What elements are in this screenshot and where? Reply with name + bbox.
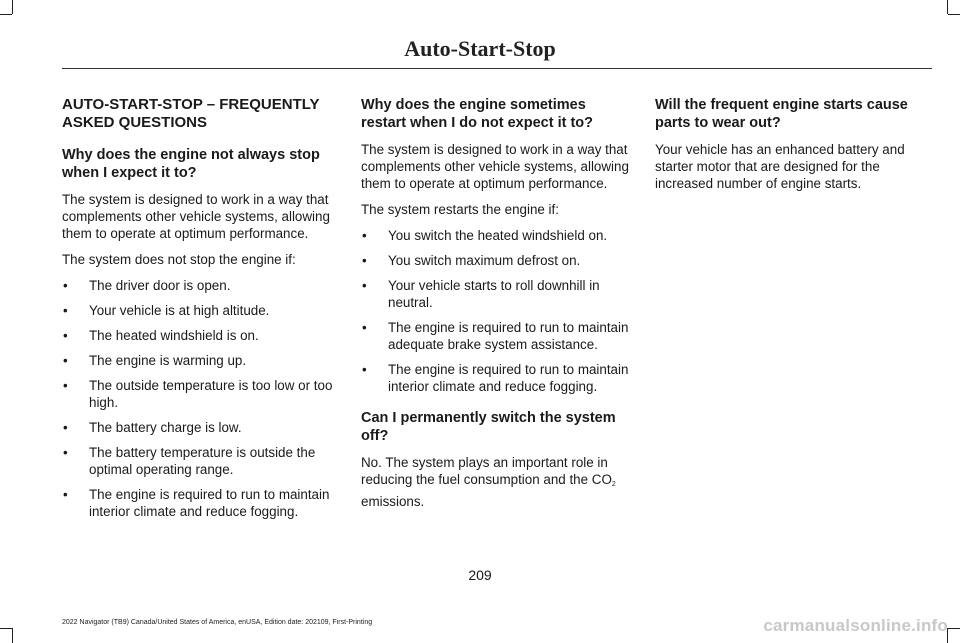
list-item: • You switch the heated windshield on. [361,227,633,244]
column-1 [62,96,334,534]
paragraph: The system is designed to work in a way that complements other vehicle systems, allowing them to operate at optimum performance. [62,192,330,241]
list-item: • You switch maximum defrost on. [361,252,633,269]
page-number: 209 [468,567,492,583]
question-heading: Will the frequent engine starts cause parts to wear out? [655,97,908,131]
bullet-list [361,227,633,395]
paragraph: Your vehicle has an enhanced battery and starter motor that are designed for the increased number of engine starts. [655,142,905,191]
paragraph-text: No. The system plays an important role in reducing the fuel consumption and the CO [361,455,612,487]
header-divider [62,68,932,69]
question-heading: Why does the engine sometimes restart when I do not expect it to? [361,97,594,131]
crop-mark [0,628,12,629]
subscript: 2 [611,481,616,488]
bullet-list [62,277,334,520]
paragraph: The system is designed to work in a way that complements other vehicle systems, allowing them to operate at optimum performance. [361,142,629,191]
section-heading: AUTO-START-STOP – FREQUENTLY ASKED QUESTIONS [62,96,320,131]
column-3 [655,96,927,201]
list-item: • Your vehicle is at high altitude. [62,302,334,319]
crop-mark [12,628,13,643]
question-heading: Can I permanently switch the system off? [361,410,616,444]
list-item: • The engine is required to run to maintain interior climate and reduce fogging. [361,361,633,395]
list-item: • The battery charge is low. [62,419,334,436]
paragraph: The system restarts the engine if: [361,202,559,217]
crop-mark [0,14,12,15]
crop-mark [12,0,13,14]
list-item: • The outside temperature is too low or too high. [62,377,334,411]
list-item: • Your vehicle starts to roll downhill in neutral. [361,277,633,311]
list-item: • The heated windshield is on. [62,327,334,344]
question-heading: Why does the engine not always stop when I expect it to? [62,147,320,181]
list-item: • The battery temperature is outside the optimal operating range. [62,444,334,478]
footer-edition-text: 2022 Navigator (TB9) Canada/United States of America, enUSA, Edition date: 202109, First-Printing [62,619,373,626]
list-item: • The engine is required to run to maintain adequate brake system assistance. [361,319,633,353]
paragraph [361,454,633,510]
paragraph-text: emissions. [361,494,425,509]
crop-mark [948,628,960,629]
list-item: • The driver door is open. [62,277,334,294]
paragraph: The system does not stop the engine if: [62,252,296,267]
watermark: carmanualsonline.info [763,616,948,635]
page-header-title: Auto-Start-Stop [404,36,556,61]
crop-mark [947,0,948,14]
list-item: • The engine is required to run to maintain interior climate and reduce fogging. [62,486,334,520]
crop-mark [948,14,960,15]
column-2 [361,96,633,519]
list-item: • The engine is warming up. [62,352,334,369]
